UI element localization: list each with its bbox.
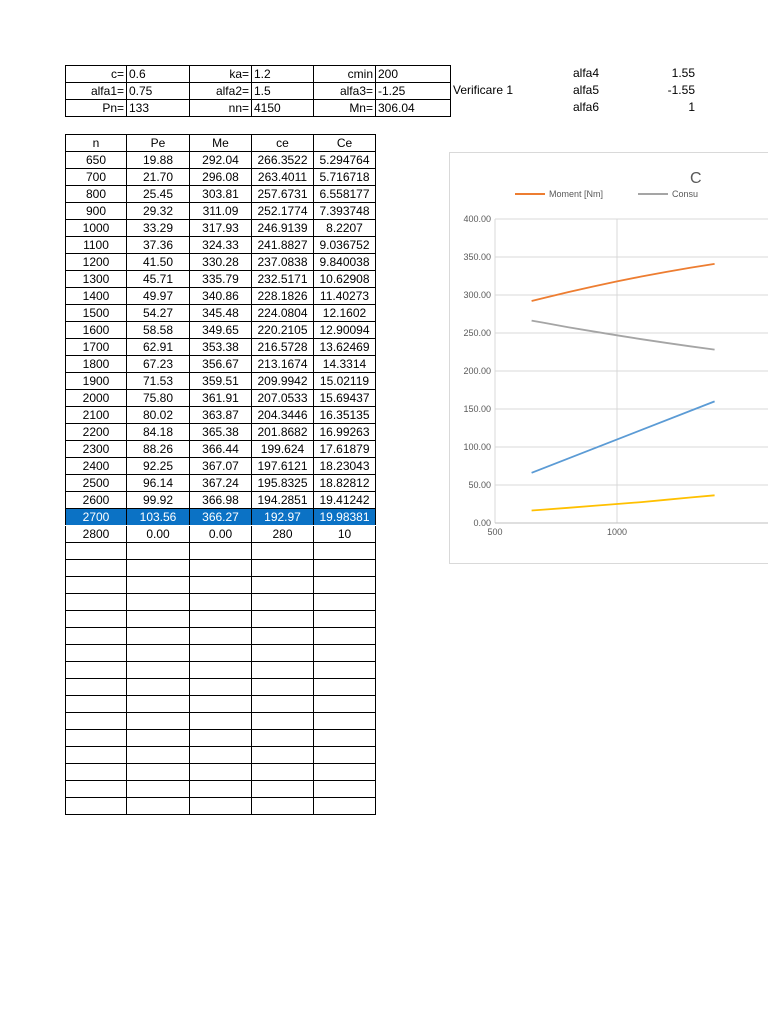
table-row [66,441,376,458]
param-label-cell[interactable]: nn= [190,100,252,117]
empty-row [66,543,376,560]
empty-cell[interactable] [127,679,190,696]
empty-cell[interactable] [66,747,127,764]
param-label-cell[interactable]: Pn= [66,100,127,117]
table-row [66,203,376,220]
table-cell[interactable]: 2100 [66,407,127,424]
table-cell[interactable]: 317.93 [190,220,252,237]
empty-cell[interactable] [314,560,376,577]
table-row [66,390,376,407]
empty-cell[interactable] [127,747,190,764]
empty-cell[interactable] [190,696,252,713]
table-row [66,254,376,271]
y-tick-label: 50.00 [468,480,491,490]
table-cell[interactable]: 345.48 [190,305,252,322]
table-cell[interactable]: 367.24 [190,475,252,492]
param-label-cell[interactable]: alfa1= [66,83,127,100]
table-cell[interactable]: 349.65 [190,322,252,339]
table-row [66,407,376,424]
table-cell[interactable]: 201.8682 [252,424,314,441]
table-cell[interactable]: 12.1602 [314,305,376,322]
table-cell[interactable]: 365.38 [190,424,252,441]
empty-cell[interactable] [190,662,252,679]
table-cell[interactable]: 2800 [66,526,127,543]
empty-cell[interactable] [127,543,190,560]
table-cell[interactable]: 103.56 [127,509,190,526]
empty-cell[interactable] [314,764,376,781]
table-row [66,169,376,186]
x-tick-label: 1000 [606,527,628,537]
empty-row [66,713,376,730]
table-cell[interactable]: 11.40273 [314,288,376,305]
param-value-cell[interactable]: -1.25 [376,83,451,100]
empty-row [66,798,376,815]
param-value-cell[interactable]: 4150 [252,100,314,117]
empty-cell[interactable] [127,645,190,662]
empty-cell[interactable] [314,662,376,679]
table-cell[interactable]: 280 [252,526,314,543]
empty-cell[interactable] [252,543,314,560]
empty-row [66,577,376,594]
empty-cell[interactable] [252,781,314,798]
empty-cell[interactable] [66,764,127,781]
param-label-cell[interactable]: c= [66,66,127,83]
table-row [66,509,376,526]
table-cell[interactable]: 19.98381 [314,509,376,526]
empty-row [66,764,376,781]
empty-cell[interactable] [252,628,314,645]
empty-cell[interactable] [66,645,127,662]
side-param-label: alfa4 [573,66,600,80]
empty-cell[interactable] [252,747,314,764]
param-row [66,100,451,117]
empty-cell[interactable] [252,730,314,747]
table-cell[interactable]: 71.53 [127,373,190,390]
side-param-value: 1.55 [671,66,695,80]
empty-cell[interactable] [252,798,314,815]
empty-cell[interactable] [252,696,314,713]
empty-row [66,645,376,662]
empty-cell[interactable] [190,764,252,781]
empty-row [66,730,376,747]
table-cell[interactable]: 8.2207 [314,220,376,237]
table-cell[interactable]: 16.35135 [314,407,376,424]
table-cell[interactable]: 700 [66,169,127,186]
empty-cell[interactable] [66,696,127,713]
param-label-cell[interactable]: cmin [314,66,376,83]
table-cell[interactable]: 2500 [66,475,127,492]
empty-cell[interactable] [66,628,127,645]
param-value-cell[interactable]: 1.2 [252,66,314,83]
empty-cell[interactable] [314,730,376,747]
calculation-table [65,134,376,815]
table-row [66,186,376,203]
table-cell[interactable]: 9.036752 [314,237,376,254]
table-cell[interactable]: 14.3314 [314,356,376,373]
table-cell[interactable]: 366.27 [190,509,252,526]
empty-cell[interactable] [66,594,127,611]
table-cell[interactable]: 199.624 [252,441,314,458]
empty-cell[interactable] [66,713,127,730]
table-cell[interactable]: 340.86 [190,288,252,305]
table-row [66,526,376,543]
table-cell[interactable]: 7.393748 [314,203,376,220]
empty-cell[interactable] [66,560,127,577]
empty-cell[interactable] [66,543,127,560]
table-cell[interactable]: 213.1674 [252,356,314,373]
empty-row [66,781,376,798]
table-cell[interactable]: 67.23 [127,356,190,373]
chart-title: C [690,170,702,187]
param-value-cell[interactable]: 0.6 [127,66,190,83]
empty-cell[interactable] [314,628,376,645]
table-cell[interactable]: 216.5728 [252,339,314,356]
y-tick-label: 400.00 [463,214,491,224]
table-cell[interactable]: 204.3446 [252,407,314,424]
table-cell[interactable]: 195.8325 [252,475,314,492]
y-tick-label: 300.00 [463,290,491,300]
empty-cell[interactable] [314,713,376,730]
empty-cell[interactable] [127,730,190,747]
table-cell[interactable]: 41.50 [127,254,190,271]
side-param-value: -1.55 [667,83,695,97]
table-cell[interactable]: 99.92 [127,492,190,509]
table-cell[interactable]: 900 [66,203,127,220]
empty-row [66,628,376,645]
table-cell[interactable]: 356.67 [190,356,252,373]
empty-cell[interactable] [127,781,190,798]
empty-cell[interactable] [66,730,127,747]
table-cell[interactable]: 194.2851 [252,492,314,509]
table-cell[interactable]: 2300 [66,441,127,458]
table-cell[interactable]: 1700 [66,339,127,356]
table-cell[interactable]: 2700 [66,509,127,526]
table-row [66,220,376,237]
table-cell[interactable]: 1800 [66,356,127,373]
table-cell[interactable]: 330.28 [190,254,252,271]
table-row [66,492,376,509]
series-line-3 [532,495,715,510]
table-cell[interactable]: 54.27 [127,305,190,322]
table-cell[interactable]: 10 [314,526,376,543]
table-row [66,339,376,356]
empty-cell[interactable] [66,781,127,798]
empty-cell[interactable] [127,764,190,781]
table-cell[interactable]: 2400 [66,458,127,475]
table-cell[interactable]: 25.45 [127,186,190,203]
table-cell[interactable]: 62.91 [127,339,190,356]
table-cell[interactable]: 209.9942 [252,373,314,390]
table-cell[interactable]: 0.00 [190,526,252,543]
table-cell[interactable]: 96.14 [127,475,190,492]
empty-cell[interactable] [127,577,190,594]
table-cell[interactable]: 366.98 [190,492,252,509]
table-cell[interactable]: 2200 [66,424,127,441]
table-cell[interactable]: 5.294764 [314,152,376,169]
table-row [66,458,376,475]
side-param-label: alfa5 [573,83,600,97]
table-cell[interactable]: 19.41242 [314,492,376,509]
table-cell[interactable]: 220.2105 [252,322,314,339]
empty-cell[interactable] [66,611,127,628]
table-cell[interactable]: 1100 [66,237,127,254]
table-cell[interactable]: 324.33 [190,237,252,254]
column-header[interactable]: Me [190,135,252,152]
table-cell[interactable]: 1400 [66,288,127,305]
x-tick-label: 500 [487,527,503,537]
legend-label: Moment [Nm] [549,189,604,199]
param-value-cell[interactable]: 0.75 [127,83,190,100]
table-cell[interactable]: 311.09 [190,203,252,220]
y-tick-label: 0.00 [473,518,491,528]
empty-row [66,747,376,764]
table-row [66,237,376,254]
empty-cell[interactable] [190,628,252,645]
table-cell[interactable]: 16.99263 [314,424,376,441]
table-cell[interactable]: 84.18 [127,424,190,441]
empty-cell[interactable] [314,543,376,560]
table-cell[interactable]: 1500 [66,305,127,322]
table-cell[interactable]: 75.80 [127,390,190,407]
empty-cell[interactable] [314,594,376,611]
table-cell[interactable]: 292.04 [190,152,252,169]
empty-cell[interactable] [127,798,190,815]
empty-cell[interactable] [314,645,376,662]
table-cell[interactable]: 1600 [66,322,127,339]
table-cell[interactable]: 18.82812 [314,475,376,492]
table-cell[interactable]: 15.02119 [314,373,376,390]
column-header[interactable]: ce [252,135,314,152]
param-value-cell[interactable]: 200 [376,66,451,83]
table-cell[interactable]: 228.1826 [252,288,314,305]
table-cell[interactable]: 21.70 [127,169,190,186]
param-label-cell[interactable]: ka= [190,66,252,83]
empty-cell[interactable] [66,577,127,594]
table-cell[interactable]: 33.29 [127,220,190,237]
table-row [66,373,376,390]
empty-cell[interactable] [252,560,314,577]
table-cell[interactable]: 92.25 [127,458,190,475]
table-cell[interactable]: 353.38 [190,339,252,356]
table-row [66,424,376,441]
table-row [66,322,376,339]
empty-cell[interactable] [252,594,314,611]
empty-cell[interactable] [127,594,190,611]
empty-cell[interactable] [190,781,252,798]
table-cell[interactable]: 10.62908 [314,271,376,288]
table-cell[interactable]: 49.97 [127,288,190,305]
empty-cell[interactable] [127,628,190,645]
empty-row [66,696,376,713]
table-cell[interactable]: 5.716718 [314,169,376,186]
verificare-label: Verificare 1 [453,83,514,97]
table-cell[interactable]: 29.32 [127,203,190,220]
line-chart[interactable] [449,152,768,564]
empty-cell[interactable] [252,611,314,628]
table-cell[interactable]: 257.6731 [252,186,314,203]
table-cell[interactable]: 266.3522 [252,152,314,169]
column-header[interactable]: n [66,135,127,152]
table-cell[interactable]: 80.02 [127,407,190,424]
empty-cell[interactable] [190,543,252,560]
side-param-label: alfa6 [573,100,600,114]
empty-cell[interactable] [190,611,252,628]
side-param-value: 1 [688,100,695,114]
table-cell[interactable]: 361.91 [190,390,252,407]
table-row [66,475,376,492]
table-cell[interactable]: 88.26 [127,441,190,458]
table-cell[interactable]: 1900 [66,373,127,390]
table-cell[interactable]: 241.8827 [252,237,314,254]
table-cell[interactable]: 224.0804 [252,305,314,322]
empty-cell[interactable] [314,781,376,798]
table-cell[interactable]: 1200 [66,254,127,271]
series-line-2 [532,401,715,472]
y-tick-label: 200.00 [463,366,491,376]
table-cell[interactable]: 18.23043 [314,458,376,475]
empty-cell[interactable] [314,747,376,764]
empty-cell[interactable] [314,577,376,594]
table-cell[interactable]: 237.0838 [252,254,314,271]
empty-cell[interactable] [127,611,190,628]
empty-cell[interactable] [190,730,252,747]
table-cell[interactable]: 366.44 [190,441,252,458]
param-value-cell[interactable]: 306.04 [376,100,451,117]
empty-cell[interactable] [190,560,252,577]
empty-cell[interactable] [252,645,314,662]
empty-cell[interactable] [66,679,127,696]
empty-cell[interactable] [66,798,127,815]
empty-row [66,560,376,577]
empty-cell[interactable] [190,645,252,662]
table-cell[interactable]: 197.6121 [252,458,314,475]
empty-cell[interactable] [252,679,314,696]
y-tick-label: 100.00 [463,442,491,452]
table-cell[interactable]: 252.1774 [252,203,314,220]
empty-row [66,594,376,611]
empty-cell[interactable] [66,662,127,679]
empty-cell[interactable] [190,679,252,696]
table-row [66,288,376,305]
empty-row [66,662,376,679]
empty-cell[interactable] [190,713,252,730]
table-cell[interactable]: 296.08 [190,169,252,186]
table-cell[interactable]: 263.4011 [252,169,314,186]
table-cell[interactable]: 1000 [66,220,127,237]
table-cell[interactable]: 800 [66,186,127,203]
empty-row [66,679,376,696]
table-cell[interactable]: 363.87 [190,407,252,424]
empty-cell[interactable] [252,713,314,730]
table-cell[interactable]: 192.97 [252,509,314,526]
table-cell[interactable]: 2600 [66,492,127,509]
empty-cell[interactable] [314,611,376,628]
table-row [66,152,376,169]
table-cell[interactable]: 232.5171 [252,271,314,288]
column-header[interactable]: Pe [127,135,190,152]
param-label-cell[interactable]: alfa3= [314,83,376,100]
param-label-cell[interactable]: alfa2= [190,83,252,100]
empty-cell[interactable] [314,798,376,815]
table-cell[interactable]: 19.88 [127,152,190,169]
table-cell[interactable]: 58.58 [127,322,190,339]
parameters-table [65,65,451,117]
empty-cell[interactable] [190,577,252,594]
table-cell[interactable]: 650 [66,152,127,169]
empty-cell[interactable] [314,696,376,713]
table-cell[interactable]: 367.07 [190,458,252,475]
table-cell[interactable]: 1300 [66,271,127,288]
empty-cell[interactable] [127,560,190,577]
empty-cell[interactable] [190,747,252,764]
table-cell[interactable]: 12.90094 [314,322,376,339]
table-cell[interactable]: 17.61879 [314,441,376,458]
table-row [66,305,376,322]
empty-row [66,611,376,628]
table-cell[interactable]: 13.62469 [314,339,376,356]
table-cell[interactable]: 359.51 [190,373,252,390]
param-label-cell[interactable]: Mn= [314,100,376,117]
empty-cell[interactable] [252,764,314,781]
chart-canvas [450,153,768,563]
empty-cell[interactable] [252,577,314,594]
column-header[interactable]: Ce [314,135,376,152]
table-cell[interactable]: 37.36 [127,237,190,254]
table-cell[interactable]: 0.00 [127,526,190,543]
table-cell[interactable]: 2000 [66,390,127,407]
series-line-1 [532,321,715,350]
table-cell[interactable]: 6.558177 [314,186,376,203]
y-tick-label: 350.00 [463,252,491,262]
table-cell[interactable]: 15.69437 [314,390,376,407]
empty-cell[interactable] [127,713,190,730]
empty-cell[interactable] [252,662,314,679]
empty-cell[interactable] [190,798,252,815]
table-cell[interactable]: 335.79 [190,271,252,288]
table-cell[interactable]: 303.81 [190,186,252,203]
param-row [66,83,451,100]
y-tick-label: 250.00 [463,328,491,338]
empty-cell[interactable] [314,679,376,696]
table-cell[interactable]: 9.840038 [314,254,376,271]
table-row [66,271,376,288]
table-cell[interactable]: 246.9139 [252,220,314,237]
table-cell[interactable]: 207.0533 [252,390,314,407]
empty-cell[interactable] [127,662,190,679]
y-tick-label: 150.00 [463,404,491,414]
param-value-cell[interactable]: 1.5 [252,83,314,100]
legend-label: Consu [672,189,699,199]
table-header-row [66,135,376,152]
param-row [66,66,451,83]
empty-cell[interactable] [127,696,190,713]
empty-cell[interactable] [190,594,252,611]
table-cell[interactable]: 45.71 [127,271,190,288]
table-row [66,356,376,373]
param-value-cell[interactable]: 133 [127,100,190,117]
